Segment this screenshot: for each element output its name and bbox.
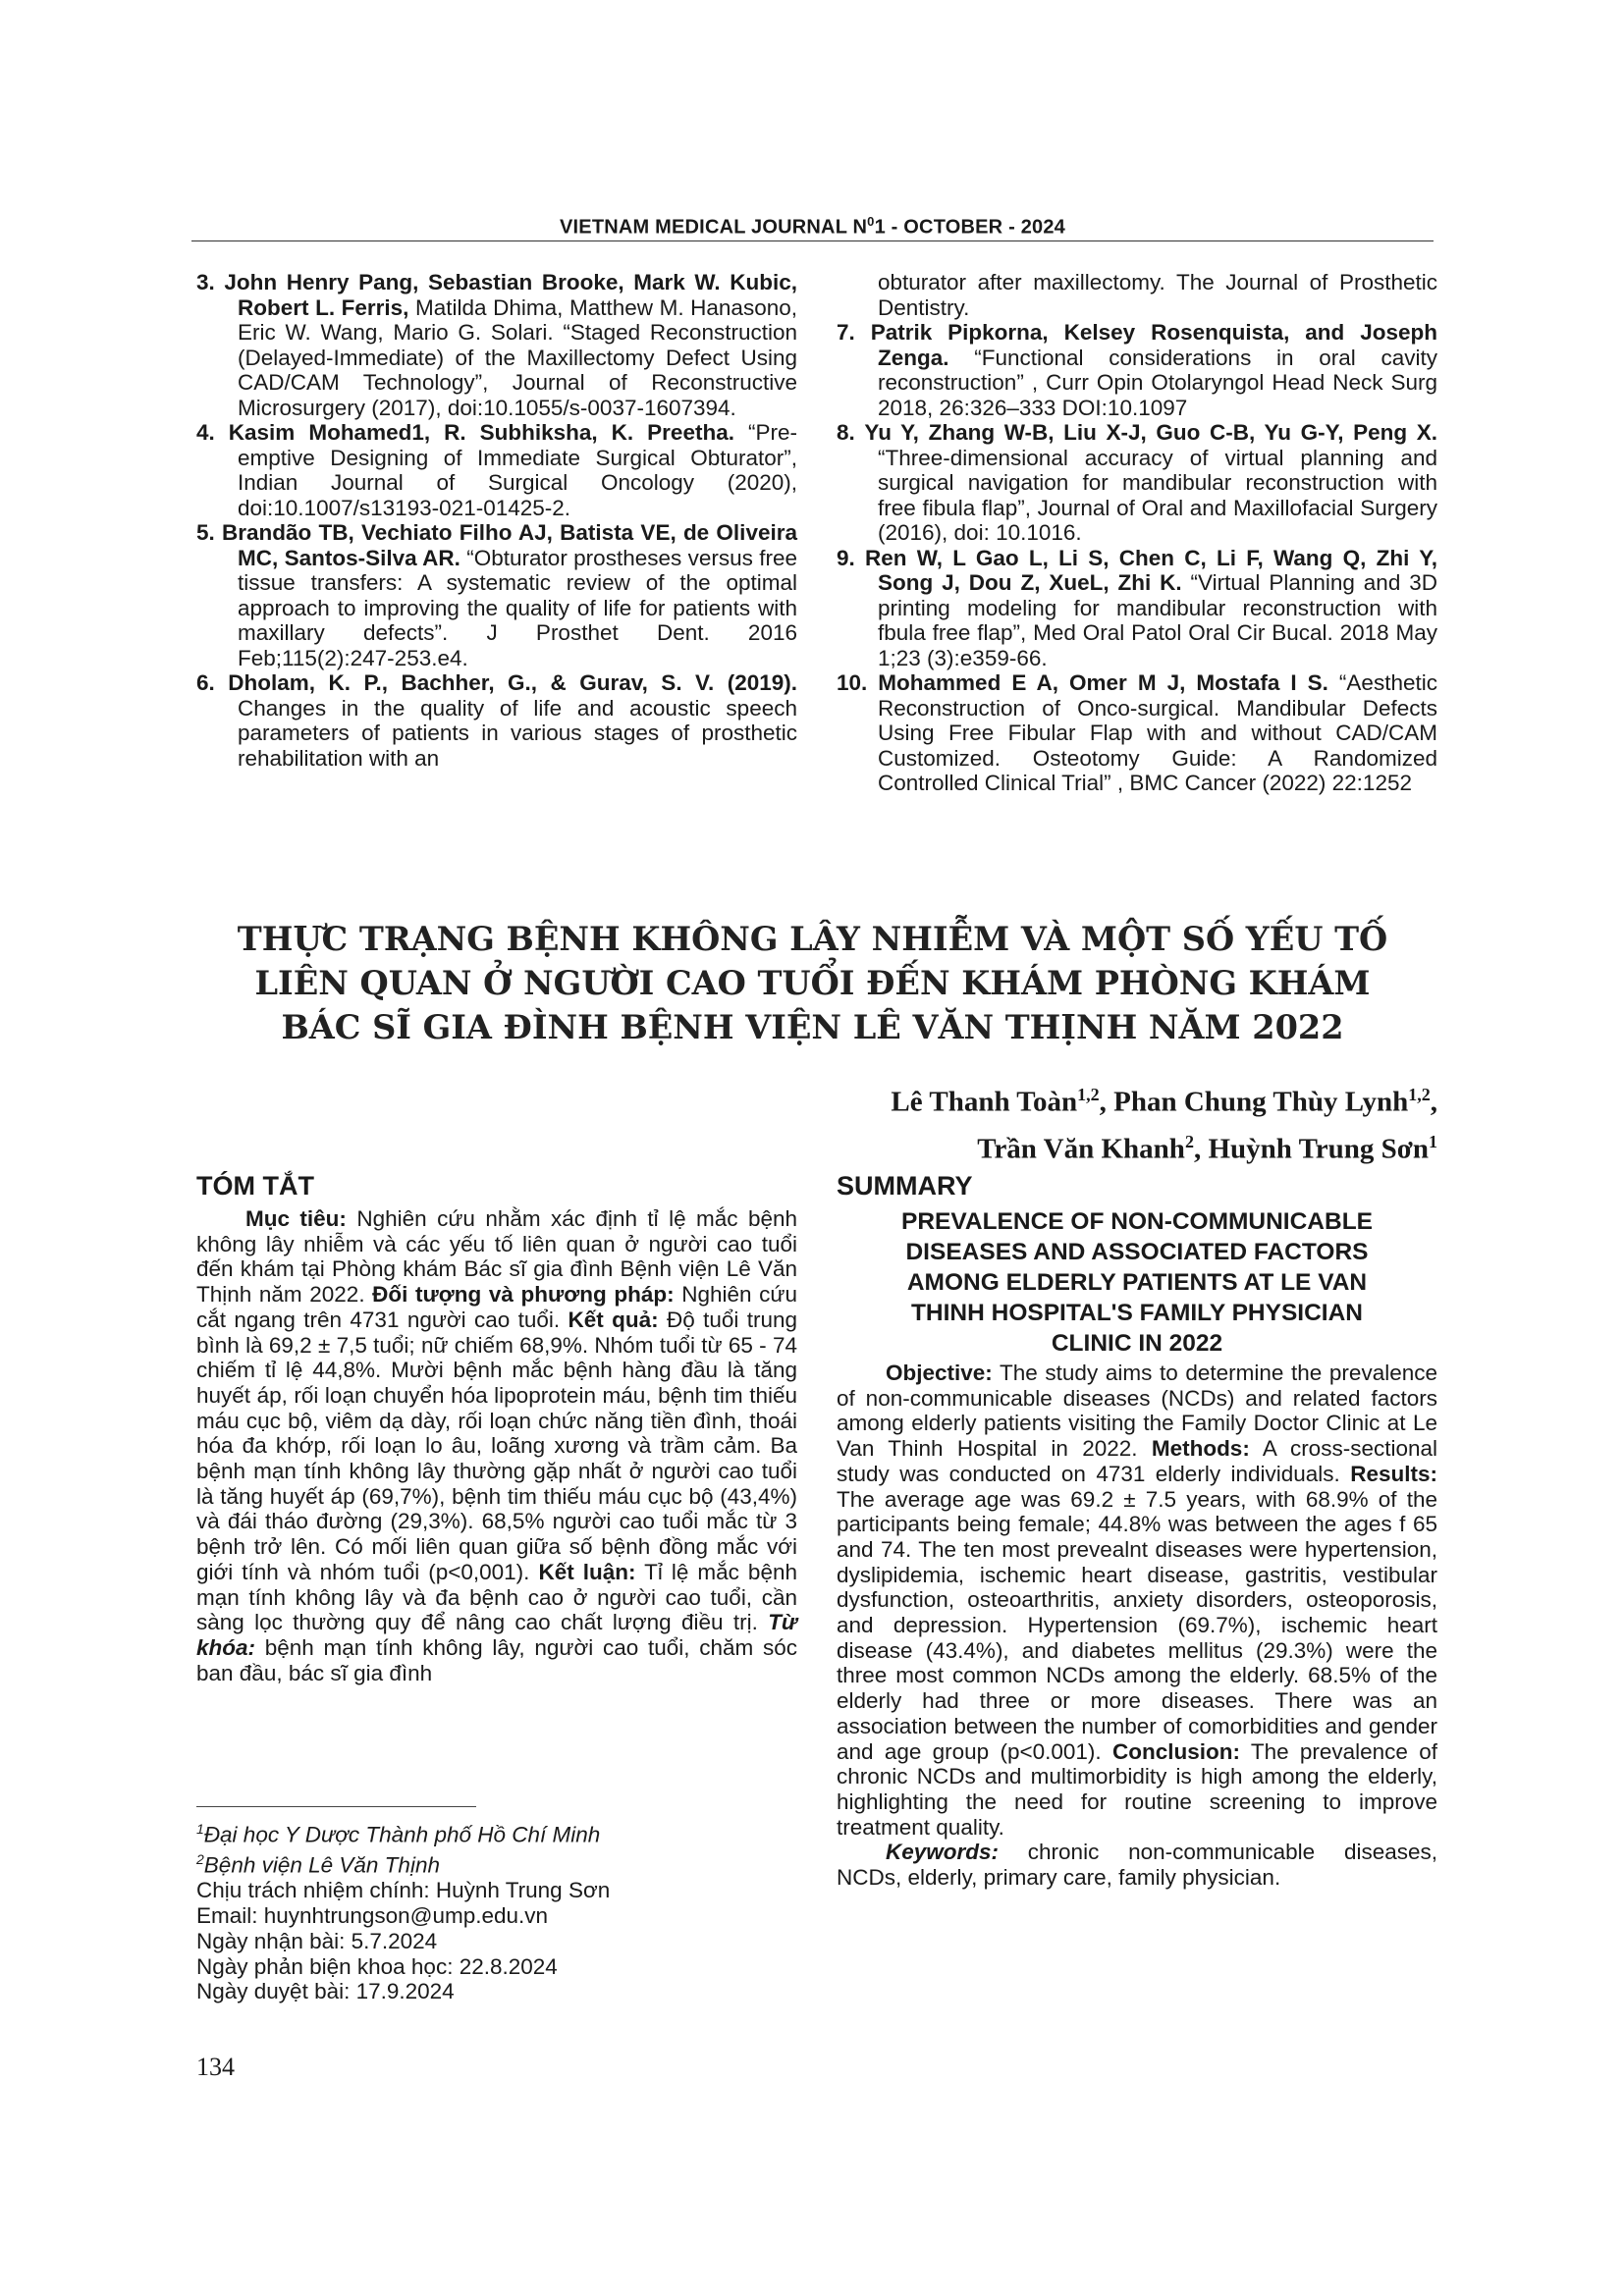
summary-title-line: AMONG ELDERLY PATIENTS AT LE VAN: [906, 1269, 1368, 1296]
corresponding-email: Email: huynhtrungson@ump.edu.vn: [196, 1903, 549, 1929]
affiliation-1: [196, 1817, 797, 1847]
author-affiliation: 2: [1184, 1131, 1194, 1151]
author-separator: ,: [1099, 1086, 1114, 1118]
reference-authors: Dholam, K. P., Bachher, G., & Gurav, S. V. (2019).: [228, 670, 797, 695]
reference-text: Matilda Dhima, Matthew M. Hanasono, Eric W. Wang, Mario G. Solari. “Staged Reconstruction (Delayed-Immediate) of the Maxillectomy Defect Using CAD/CAM Technology”, Journal of Reconstructive Microsurgery (2017), doi:10.1055/s-0037-1607394.: [238, 294, 797, 420]
reference-number: 7.: [837, 320, 855, 345]
references-right-column: [837, 270, 1437, 796]
article-title-line: THỰC TRẠNG BỆNH KHÔNG LÂY NHIỄM VÀ MỘT SỐ YẾU TỐ: [237, 920, 1388, 958]
keywords-text: bệnh mạn tính không lây, người cao tuổi, chăm sóc ban đầu, bác sĩ gia đình: [196, 1634, 797, 1685]
author-separator: ,: [1430, 1086, 1437, 1118]
summary-title-line: THINH HOSPITAL'S FAMILY PHYSICIAN: [910, 1300, 1364, 1326]
objective-label: Objective:: [886, 1361, 993, 1385]
objective-label: Mục tiêu:: [245, 1206, 347, 1231]
article-title-line: BÁC SĨ GIA ĐÌNH BỆNH VIỆN LÊ VĂN THỊNH NĂM 2022: [281, 1008, 1344, 1046]
reference-number: 4.: [196, 420, 215, 445]
authors-line-1: [554, 1075, 1437, 1122]
reference-number: 10.: [837, 670, 868, 695]
methods-label: Methods:: [1151, 1436, 1250, 1462]
reference-number: 6.: [196, 670, 215, 695]
header-rule: [191, 240, 1434, 241]
author-affiliation: 1,2: [1408, 1085, 1431, 1104]
reference-authors: Ren W, L Gao L, Li S, Chen C, Li F, Wang Q, Zhi Y, Song J, Dou Z, XueL, Zhi K.: [865, 545, 1437, 595]
footnote-rule: [196, 1806, 476, 1807]
running-header-text: VIETNAM MEDICAL JOURNAL N: [559, 216, 868, 239]
reference-8: [837, 420, 1437, 546]
results-label: Kết quả:: [568, 1307, 659, 1332]
methods-label: Đối tượng và phương pháp:: [372, 1282, 675, 1308]
objective-text: Nghiên cứu nhằm xác định tỉ lệ mắc bệnh không lây nhiễm và các yếu tố liên quan ở người cao tuổi đến khám tại Phòng khám Bác sĩ gia đình Bệnh viện Lê Văn Thịnh năm 2022.: [196, 1206, 798, 1308]
reference-text: “Three-dimensional accuracy of virtual planning and surgical navigation for mandibular reconstruction with free fibula flap”, Journal of Oral and Maxillofacial Surgery (2016), doi: 10.1016.: [878, 445, 1437, 545]
affiliation-2: [196, 1847, 797, 1878]
summary-heading: SUMMARY: [837, 1171, 973, 1201]
conclusion-label: Conclusion:: [1111, 1738, 1240, 1764]
keywords-label: Từ khóa:: [196, 1610, 797, 1660]
reference-text: “Obturator prostheses versus free tissue transfers: A systematic review of the optimal approach to improving the quality of life for patients with maxillary defects”. J Prosthet Dent. 2016 Feb;115(2):247-253.e4.: [238, 545, 797, 670]
reference-7: [837, 320, 1437, 420]
reference-authors: Yu Y, Zhang W-B, Liu X-J, Guo C-B, Yu G-Y, Peng X.: [864, 420, 1437, 445]
reference-6: [196, 670, 797, 771]
reference-4: [196, 420, 797, 520]
page-number: 134: [196, 2053, 235, 2081]
objective-text: The study aims to determine the prevalence of non-communicable diseases (NCDs) and related factors among elderly patients visiting the Family Doctor Clinic at Le Van Thinh Hospital in 2022.: [837, 1361, 1437, 1462]
date-accepted: Ngày duyệt bài: 17.9.2024: [196, 1979, 455, 2004]
summary-title-line: DISEASES AND ASSOCIATED FACTORS: [905, 1239, 1369, 1265]
results-label: Results:: [1350, 1461, 1437, 1486]
reference-5: [196, 520, 797, 670]
reference-6-continuation: [837, 270, 1437, 320]
summary-paragraph: [837, 1361, 1437, 1840]
reference-text: Changes in the quality of life and acoustic speech parameters of patients in various stages of prosthetic rehabilitation with an: [238, 695, 797, 771]
methods-text: A cross-sectional study was conducted on 4731 elderly individuals.: [837, 1436, 1437, 1486]
authors-line-2: [554, 1122, 1437, 1169]
reference-number: 3.: [196, 270, 215, 294]
reference-text: “Virtual Planning and 3D printing modeling for mandibular reconstruction with fbula free flap”, Med Oral Patol Oral Cir Bucal. 2018 May 1;23 (3):e359-66.: [878, 570, 1437, 670]
reference-text: “Pre-emptive Designing of Immediate Surgical Obturator”, Indian Journal of Surgical Oncology (2020), doi:10.1007/s13193-021-01425-2.: [238, 420, 797, 520]
author-name: Phan Chung Thùy Lynh: [1113, 1086, 1409, 1118]
author-name: Lê Thanh Toàn: [891, 1086, 1078, 1118]
footnotes: [196, 1817, 797, 2004]
abstract-paragraph: [196, 1206, 797, 1685]
reference-10: [837, 670, 1437, 796]
running-header-sup: 0: [867, 214, 875, 229]
reference-text: “Functional considerations in oral cavity reconstruction” , Curr Opin Otolaryngol Head Neck Surg 2018, 26:326–333 DOI:10.1097: [878, 345, 1437, 420]
keywords-text: chronic non-communicable diseases, NCDs, elderly, primary care, family physician.: [837, 1840, 1437, 1891]
author-name: Huỳnh Trung Sơn: [1208, 1133, 1429, 1165]
keywords-label: Keywords:: [886, 1840, 1000, 1865]
results-text: The average age was 69.2 ± 7.5 years, with 68.9% of the participants being female; 44.8% was between the ages f 65 and 74. The ten most prevealnt diseases were hypertension, dyslipidemia, ischemic heart disease, gastritis, vestibular dysfunction, osteoarthritis, anxiety disorders, osteoporosis, and depression. Hypertension (69.7%), ischemic heart disease (43.4%), and diabetes mellitus (29.3%) were the three most common NCDs among the elderly. 68.5% of the elderly had three or more diseases. There was an association between the number of comorbidities and gender and age group (p<0.001).: [837, 1486, 1437, 1764]
reference-authors: John Henry Pang, Sebastian Brooke, Mark W. Kubic, Robert L. Ferris,: [224, 270, 797, 320]
summary-english: [837, 1169, 1437, 1891]
affiliation-text: Bệnh viện Lê Văn Thịnh: [203, 1852, 440, 1878]
reference-authors: Kasim Mohamed1, R. Subhiksha, K. Preetha.: [228, 420, 734, 445]
reference-9: [837, 546, 1437, 671]
author-name: Trần Văn Khanh: [977, 1133, 1185, 1165]
date-received: Ngày nhận bài: 5.7.2024: [196, 1928, 438, 1953]
reference-number: 9.: [837, 545, 855, 570]
reference-text: obturator after maxillectomy. The Journal of Prosthetic Dentistry.: [878, 270, 1437, 320]
affiliation-marker: 1: [196, 1821, 204, 1837]
results-text: Độ tuổi trung bình là 69,2 ± 7,5 tuổi; nữ chiếm 68,9%. Nhóm tuổi từ 65 - 74 chiếm tỉ lệ 44,8%. Mười bệnh mắc bệnh hàng đầu là tăng huyết áp, rối loạn chuyển hóa lipoprotein máu, bệnh tim thiếu máu cục bộ, viêm dạ dày, rối loạn chức năng tiền đình, thoái hóa đa khớp, rối loạn lo âu, loãng xương và trầm cảm. Ba bệnh mạn tính không lây thường gặp nhất ở người cao tuổi là tăng huyết áp (69,7%), bệnh tim thiếu máu cục bộ (43,4%) và đái tháo đường (29,3%). 68,5% người cao tuổi mắc từ 3 bệnh trở lên. Có mối liên quan giữa số bệnh đồng mắc với giới tính và nhóm tuổi (p<0,001).: [196, 1307, 798, 1584]
summary-title-line: CLINIC IN 2022: [1051, 1330, 1223, 1357]
summary-title: [837, 1206, 1437, 1359]
reference-authors: Mohammed E A, Omer M J, Mostafa I S.: [878, 670, 1328, 695]
author-affiliation: 1: [1429, 1131, 1437, 1151]
conclusion-label: Kết luận:: [538, 1559, 636, 1584]
author-separator: ,: [1193, 1133, 1209, 1165]
reference-authors: Patrik Pipkorna, Kelsey Rosenquista, and Joseph Zenga.: [870, 320, 1437, 370]
conclusion-text: The prevalence of chronic NCDs and multimorbidity is high among the elderly, highlighting the need for routine screening to improve treatment quality.: [837, 1738, 1437, 1840]
date-reviewed: Ngày phản biện khoa học: 22.8.2024: [196, 1953, 558, 1979]
article-title-line: LIÊN QUAN Ở NGƯỜI CAO TUỔI ĐẾN KHÁM PHÒNG KHÁM: [254, 964, 1371, 1002]
corresponding-author: Chịu trách nhiệm chính: Huỳnh Trung Sơn: [196, 1878, 611, 1903]
running-header: [191, 214, 1434, 240]
reference-3: [196, 270, 797, 420]
article-authors: [554, 1075, 1437, 1168]
affiliation-marker: 2: [196, 1851, 204, 1868]
reference-number: 8.: [837, 420, 855, 445]
affiliation-text: Đại học Y Dược Thành phố Hồ Chí Minh: [203, 1822, 601, 1847]
abstract-heading: TÓM TẮT: [196, 1171, 314, 1201]
summary-keywords: [837, 1840, 1437, 1890]
references-left-column: [196, 270, 797, 771]
article-title: [191, 917, 1434, 1049]
methods-text: Nghiên cứu cắt ngang trên 4731 người cao tuổi.: [196, 1282, 797, 1332]
reference-text: “Aesthetic Reconstruction of Onco-surgical. Mandibular Defects Using Free Fibular Flap with and without CAD/CAM Customized. Osteotomy Guide: A Randomized Controlled Clinical Trial” , BMC Cancer (2022) 22:1252: [878, 670, 1437, 795]
reference-number: 5.: [196, 520, 215, 545]
reference-authors: Brandão TB, Vechiato Filho AJ, Batista VE, de Oliveira MC, Santos-Silva AR.: [222, 520, 797, 570]
conclusion-text: Tỉ lệ mắc bệnh mạn tính không lây và đa bệnh cao ở người cao tuổi, cần sàng lọc thường quy để nâng cao chất lượng điều trị.: [196, 1559, 797, 1635]
running-header-date: 1 - OCTOBER - 2024: [874, 216, 1065, 239]
author-affiliation: 1,2: [1077, 1085, 1100, 1104]
summary-title-line: PREVALENCE OF NON-COMMUNICABLE: [900, 1208, 1373, 1235]
abstract-vietnamese: [196, 1169, 797, 1685]
